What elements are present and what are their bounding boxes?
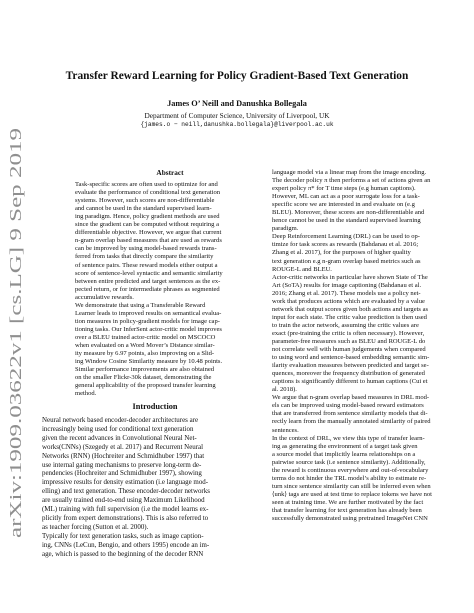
- text-line: works(CNNs) (Szegedy et al. 2017) and Recurrent Neural: [42, 442, 204, 451]
- arxiv-stamp-svg: [4, 120, 28, 540]
- text-line: els can be improved using model-based reward estimators: [272, 402, 424, 410]
- text-line: pected return, or for intermediate phrases as segmented: [75, 285, 220, 293]
- text-line: ferred from tasks that directly compare the similarity: [75, 253, 214, 261]
- text-line: In the context of DRL, we view this type of transfer learn-: [272, 434, 425, 442]
- text-line: ing paradigm. Hence, policy gradient methods are used: [75, 213, 220, 221]
- text-line: (ML) training with full supervision (i.e the model learns ex-: [42, 505, 209, 514]
- text-line: score of sentence-level syntactic and semantic similarity: [75, 269, 223, 277]
- text-line: n-gram overlap based measures that are used as rewards: [75, 237, 222, 245]
- text-line: general applicability of the proposed transfer learning: [75, 382, 216, 390]
- text-line: Deep Reinforcement Learning (DRL) can be used to op-: [272, 233, 420, 241]
- text-line: 2016; Zhang et al. 2017). These models use a policy net-: [272, 289, 421, 297]
- paper-affiliation: Department of Computer Science, University of Liverpool, UK: [144, 111, 330, 120]
- text-line: The decoder policy π then performs a set of actions given an: [272, 177, 431, 185]
- text-line: of sentence pairs. These reward models either output a: [75, 261, 218, 269]
- text-line: and cannot be used in the standard supervised learn-: [75, 205, 212, 213]
- abstract-section: [75, 169, 265, 398]
- text-line: method.: [75, 390, 97, 398]
- text-line: work that produces actions which are evaluated by a value: [272, 297, 425, 305]
- text-line: ⟨unk⟩ tags are used at test time to replace tokens we have not: [272, 490, 432, 498]
- text-line: age, which is passed to the beginning of the decoder RNN: [42, 549, 204, 558]
- text-line: between entire predicted and target sentences as the ex-: [75, 277, 221, 285]
- text-line: ing, CNNs (LeCun, Bengio, and others 1995) encode an im-: [42, 540, 210, 549]
- text-line: over a BLEU trained actor-critic model on MSCOCO: [75, 333, 216, 341]
- text-line: timize for task scores as rewards (Bahdanau et al. 2016;: [272, 241, 419, 249]
- text-line: specific score we are interested in and evaluate on (e.g: [272, 201, 415, 209]
- text-line: ity measure by 6.97 points, also improving on a Slid-: [75, 350, 215, 358]
- text-line: language model via a linear map from the image encoding.: [272, 169, 427, 176]
- text-line: We argue that n-gram overlap based measures in DRL mod-: [272, 394, 430, 402]
- text-line: network that output scores given both actions and targets as: [272, 305, 429, 313]
- text-line: a source model that implicitly learns relationships on a: [272, 450, 416, 458]
- arxiv-identifier-stamp: [4, 120, 28, 540]
- text-line: input for each state. The critic value prediction is then used: [272, 313, 427, 321]
- text-line: paradigm.: [272, 225, 299, 233]
- text-line: to train the actor network, assuming the critic values are: [272, 321, 419, 329]
- text-line: not correlate well with human judgements when compared: [272, 346, 426, 354]
- text-line: Typically for text generation tasks, such as image caption-: [42, 531, 204, 540]
- text-line: Zhang et al. 2017), for the purposes of higher quality: [272, 249, 411, 257]
- text-line: since the gradient can be computed without requiring a: [75, 221, 219, 229]
- text-line: the reward is continuous everywhere and out-of-vocabulary: [272, 466, 429, 474]
- text-line: can be improved by using model-based rewards trans-: [75, 245, 217, 253]
- paper-email: {james.o − neill,danushka.bollegala}@liverpool.ac.uk: [140, 121, 334, 128]
- text-line: hence cannot be used in the standard supervised learning: [272, 217, 421, 225]
- text-line: ROUGE-L and BLEU.: [272, 265, 332, 273]
- text-line: quences, moreover the frequency distribution of generated: [272, 370, 425, 378]
- text-line: tioning tasks. Our InferSent actor-critic model improves: [75, 325, 222, 333]
- text-line: ing as generating the environment of a target task given: [272, 442, 418, 450]
- text-line: accumulative rewards.: [75, 293, 134, 301]
- text-line: pendencies (Hochreiter and Schmidhuber 1997), showing: [42, 469, 202, 478]
- text-line: differentiable objective. However, we argue that current: [75, 229, 222, 237]
- text-line: successfully demonstrated using pretrained ImageNet CNN: [272, 515, 428, 523]
- text-line: when evaluated on a Word Mover’s Distance similar-: [75, 341, 215, 349]
- text-line: plicitly from expert demonstrations). This is also referred to: [42, 513, 209, 522]
- abstract-body: [75, 181, 265, 398]
- text-line: increasingly being used for conditional text generation: [42, 424, 194, 433]
- text-line: that are transferred from sentence similarity models that di-: [272, 410, 428, 418]
- text-line: parameter-free measures such as BLEU and ROUGE-L do: [272, 337, 426, 345]
- text-line: text generation e.g n-gram overlap based metrics such as: [272, 257, 421, 265]
- text-line: terms do not hinder the TRL model’s ability to estimate re-: [272, 474, 427, 482]
- text-line: Actor-critic networks in particular have shown State of The: [272, 273, 428, 281]
- text-line: captions is significantly different to human captions (Cui et: [272, 378, 428, 386]
- text-line: elling) and text generation. These encoder-decoder networks: [42, 487, 210, 496]
- text-line: to using word and sentence-based embedding semantic sim-: [272, 354, 430, 362]
- text-line: given the recent advances in Convolutional Neural Net-: [42, 433, 197, 442]
- text-line: on the smaller Flickr-30k dataset, demonstrating the: [75, 374, 212, 382]
- text-line: impressive results for density estimation (i.e language mod-: [42, 478, 209, 487]
- text-line: However, ML can act as a poor surrogate loss for a task-: [272, 193, 420, 201]
- arxiv-stamp-text: arXiv:1909.03622v1 [cs.LG] 9 Sep 2019: [6, 256, 25, 538]
- text-line: sentences.: [272, 426, 299, 434]
- text-line: expert policy π* for T time steps (e.g human captions).: [272, 185, 416, 193]
- text-line: as teacher forcing (Sutton et al. 2000).: [42, 522, 149, 531]
- text-line: tion measures in policy-gradient models for image cap-: [75, 317, 220, 325]
- text-line: BLEU). Moreover, these scores are non-differentiable and: [272, 209, 425, 217]
- text-line: Similar performance improvements are also obtained: [75, 366, 215, 374]
- text-line: Task-specific scores are often used to optimize for and: [75, 181, 218, 189]
- text-line: pairwise source task (i.e sentence similarity). Additionally,: [272, 458, 426, 466]
- text-line: Art (SoTA) results for image captioning (Bahdanau et al.: [272, 281, 422, 289]
- text-line: ing Window Cosine Similarity measure by 10.48 points.: [75, 358, 223, 366]
- text-line: Networks (RNN) (Hochreiter and Schmidhuber 1997) that: [42, 451, 205, 460]
- introduction-body: [42, 416, 268, 559]
- text-line: exact (pre-training the critic is often necessary). However,: [272, 329, 425, 337]
- text-line: Neural network based encoder-decoder architectures are: [42, 416, 199, 424]
- text-line: rectly learn from the manually annotated similarity of paired: [272, 418, 431, 426]
- text-line: seen at training time. We are further motivated by the fact: [272, 498, 424, 506]
- introduction-heading: Introduction: [132, 402, 178, 411]
- text-line: turn since sentence similarity can still be inferred even when: [272, 482, 431, 490]
- text-line: are usually trained end-to-end using Maximum Likelihood: [42, 496, 205, 505]
- text-line: We demonstrate that using a Transferable Reward: [75, 301, 206, 309]
- paper-authors: James O’ Neill and Danushka Bollegala: [167, 99, 307, 108]
- paper-title: Transfer Reward Learning for Policy Gradient-Based Text Generation: [65, 70, 409, 82]
- text-line: systems. However, such scores are non-differentiable: [75, 197, 215, 205]
- text-line: ilarity evaluation measures between predicted and target se-: [272, 362, 429, 370]
- text-line: use internal gating mechanisms to preserve long-term de-: [42, 460, 202, 469]
- abstract-heading: Abstract: [156, 168, 184, 177]
- text-line: al. 2018).: [272, 386, 297, 394]
- text-line: evaluate the performance of conditional text generation: [75, 189, 221, 197]
- text-line: that transfer learning for text generation has already been: [272, 506, 422, 514]
- right-column-body: [272, 169, 472, 523]
- text-line: Learner leads to improved results on semantical evalua-: [75, 309, 222, 317]
